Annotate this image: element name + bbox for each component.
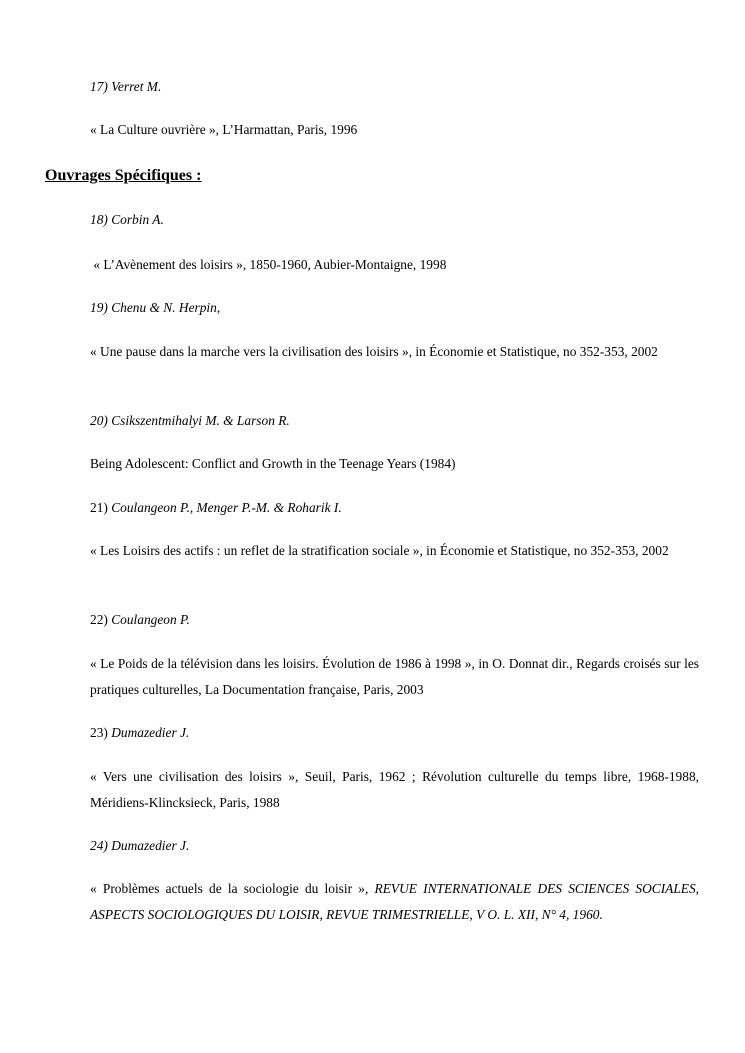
entry-17-author: 17) Verret M. xyxy=(90,79,162,94)
entry-21-reference: « Les Loisirs des actifs : un reflet de la stratification sociale », in Économie et Statistique, no 352-353, 2002 xyxy=(90,543,669,558)
entry-19-reference: « Une pause dans la marche vers la civilisation des loisirs », in Économie et Statistique, no 352-353, 2002 xyxy=(90,344,658,359)
entry-21-author: 21) Coulangeon P., Menger P.-M. & Roharik I. xyxy=(90,500,342,515)
entry-22-author: 22) Coulangeon P. xyxy=(90,612,190,627)
entry-24-author: 24) Dumazedier J. xyxy=(90,838,190,853)
entry-23-author: 23) Dumazedier J. xyxy=(90,725,190,740)
entry-18-author: 18) Corbin A. xyxy=(90,212,164,227)
entry-23-reference: « Vers une civilisation des loisirs », Seuil, Paris, 1962 ; Révolution culturelle du temps libre, 1968-1988, Méridiens-Klincksieck, Paris, 1988 xyxy=(90,769,699,810)
entry-22-reference: « Le Poids de la télévision dans les loisirs. Évolution de 1986 à 1998 », in O. Donnat dir., Regards croisés sur les pratiques culturelles, La Documentation française, Paris, 2003 xyxy=(90,656,699,697)
entry-18-reference: « L’Avènement des loisirs », 1850-1960, Aubier-Montaigne, 1998 xyxy=(90,257,447,272)
entry-20-author: 20) Csikszentmihalyi M. & Larson R. xyxy=(90,413,290,428)
section-heading: Ouvrages Spécifiques : xyxy=(45,167,202,184)
entry-19-author: 19) Chenu & N. Herpin, xyxy=(90,300,221,315)
entry-17-reference: « La Culture ouvrière », L’Harmattan, Paris, 1996 xyxy=(90,122,358,137)
entry-24-reference: « Problèmes actuels de la sociologie du loisir », REVUE INTERNATIONALE DES SCIENCES SOCIALES, ASPECTS SOCIOLOGIQUES DU LOISIR, REVUE TRIMESTRIELLE, V O. L. XII, N° 4, 1960. xyxy=(90,881,700,922)
entry-20-reference: Being Adolescent: Conflict and Growth in the Teenage Years (1984) xyxy=(90,456,456,471)
